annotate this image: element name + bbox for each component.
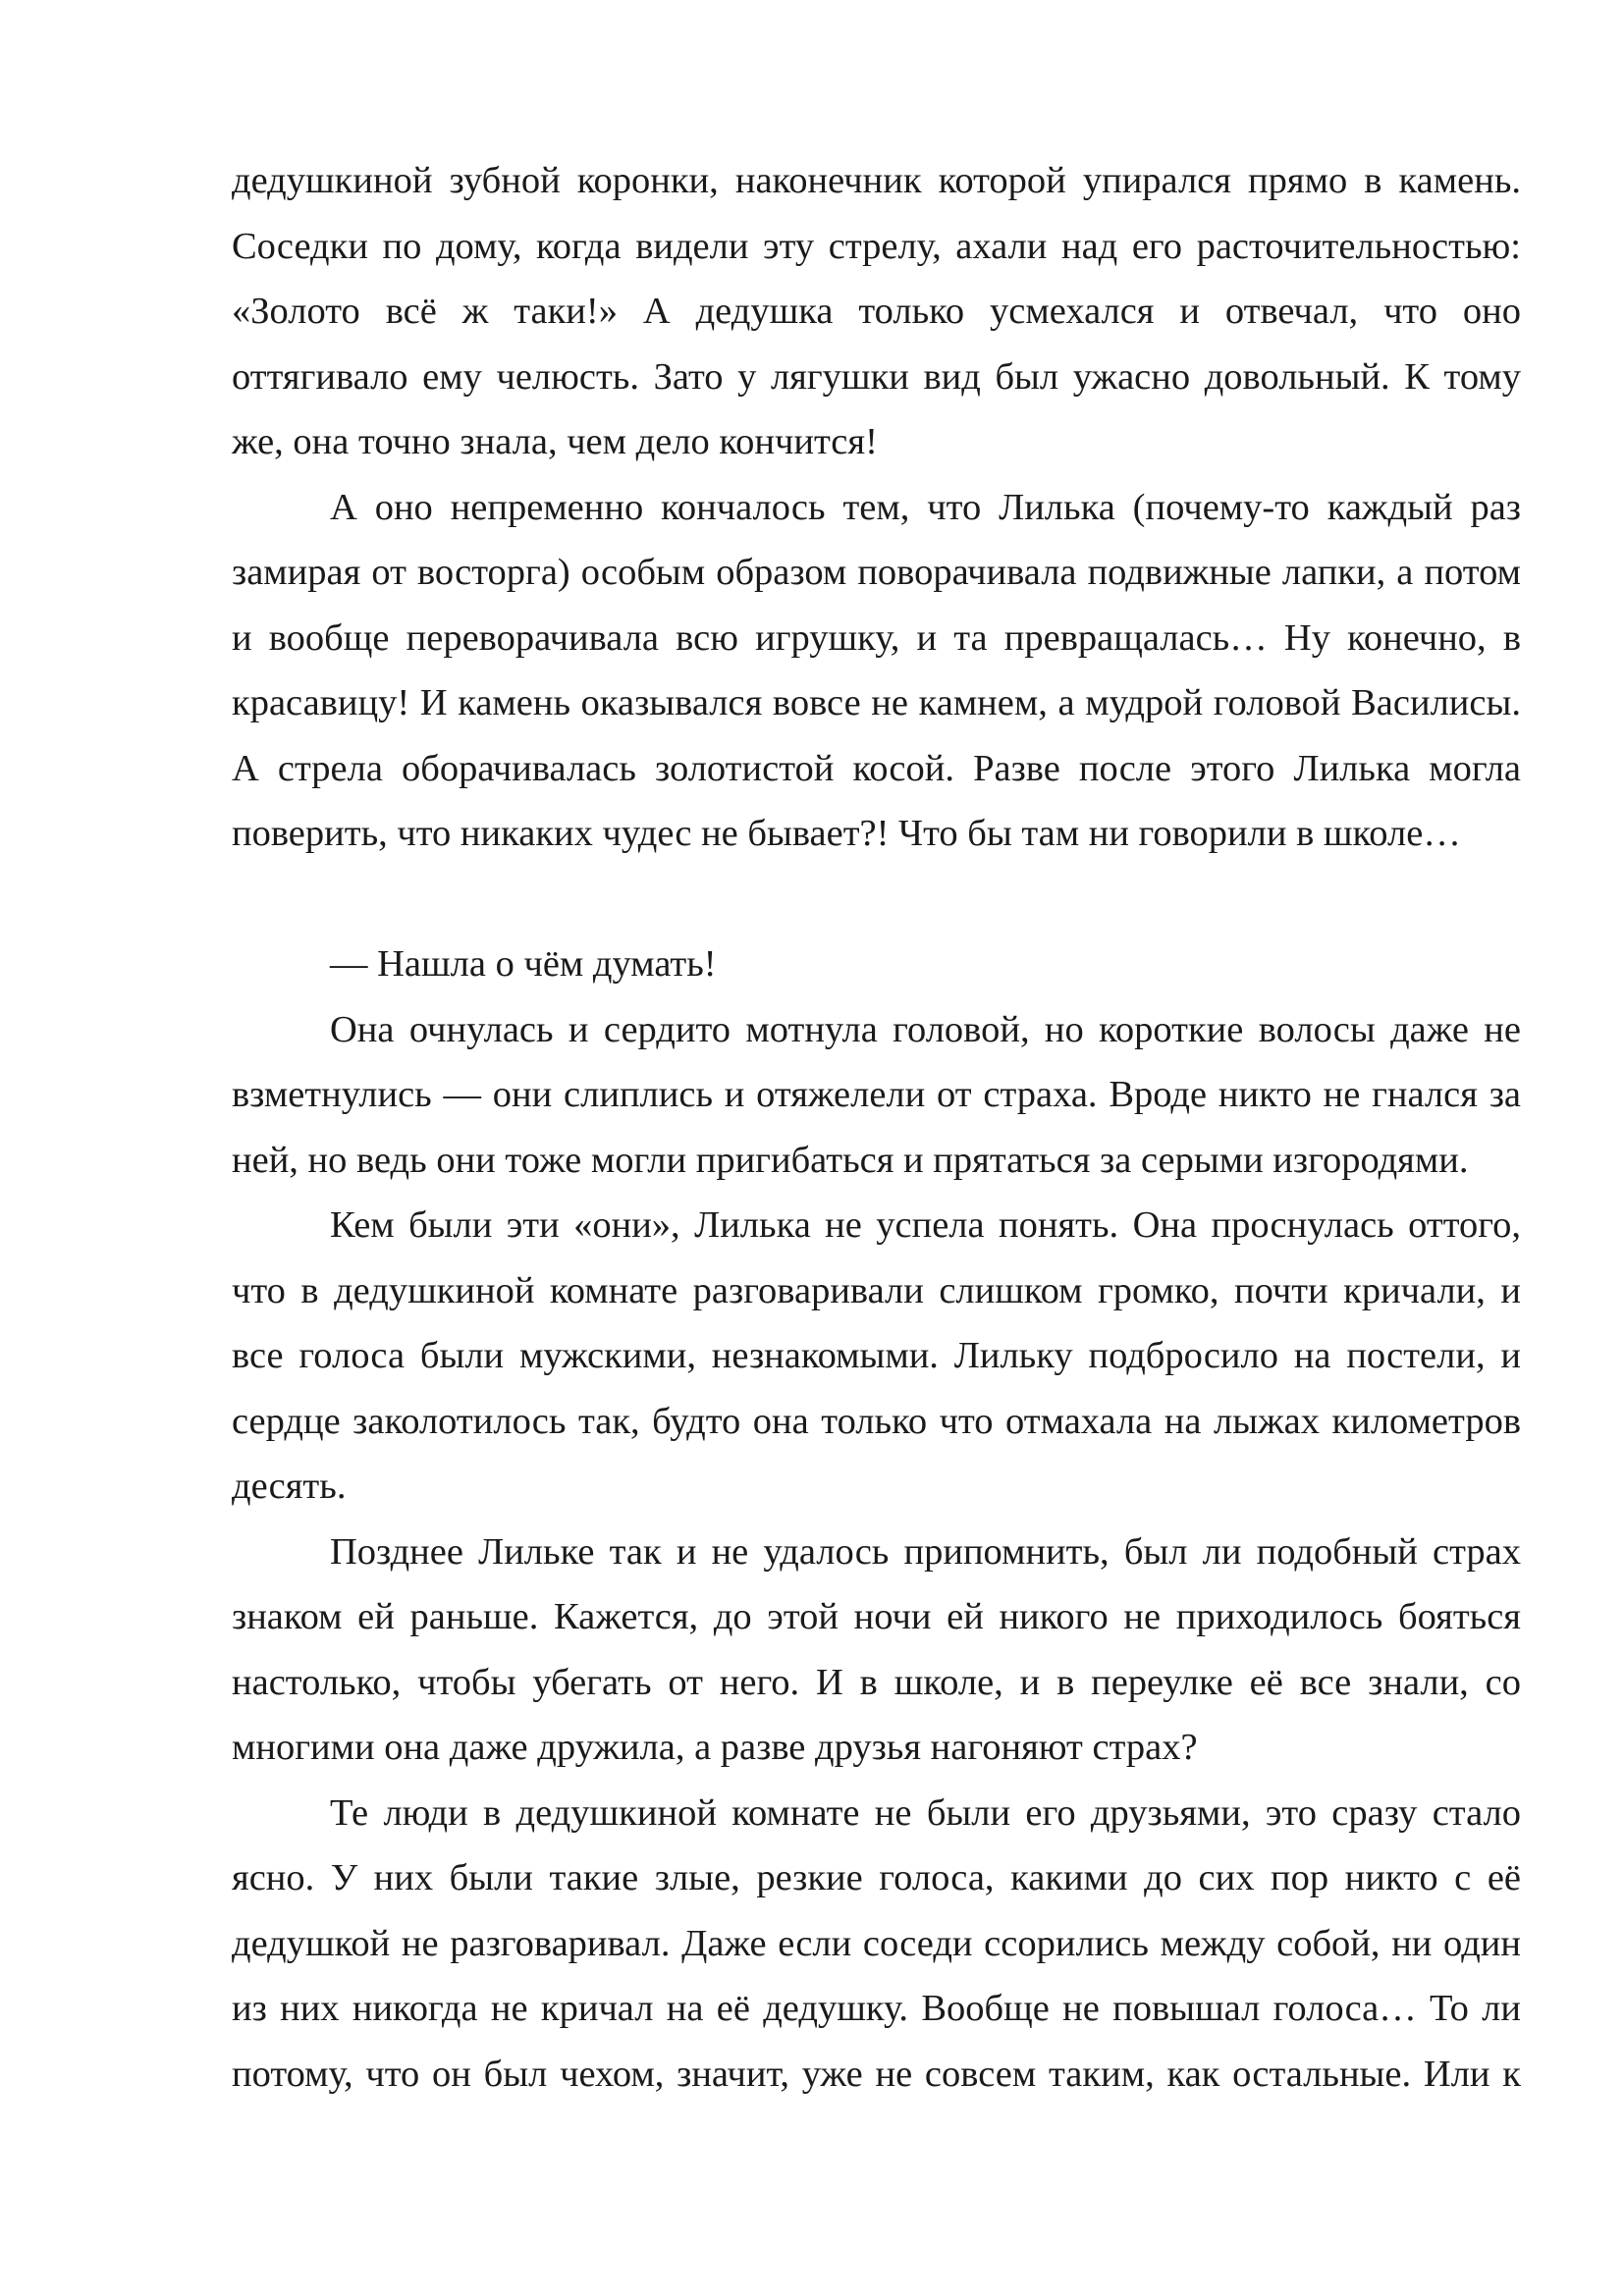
paragraph-7: Те люди в дедушкиной комнате не были его друзьями, это сразу стало ясно. У них были такие злые, резкие голоса, какими до сих пор никто с её дедушкой не разговаривал. Даже если соседи ссорились между собой, ни один из них никогда не кричал на её дедушку. Вообще не повышал голоса… То ли потому, что он был чехом, значит, уже не совсем таким, как остальные. Или к (232, 1791, 1521, 2095)
paragraph-3: — Нашла о чём думать! (330, 943, 717, 985)
section-break (232, 867, 1521, 933)
paragraph-1: дедушкиной зубной коронки, наконечник которой упирался прямо в камень. Соседки по дому, когда видели эту стрелу, ахали над его расточительностью: «Золото всё ж таки!» А дедушка только усмехался и отвечал, что оно оттягивало ему челюсть. Зато у лягушки вид был ужасно довольный. К тому же, она точно знала, чем дело кончится! (232, 160, 1521, 462)
paragraph-6: Позднее Лильке так и не удалось припомнить, был ли подобный страх знаком ей раньше. Кажется, до этой ночи ей никого не приходилось бояться настолько, чтобы убегать от него. И в школе, и в переулке её все знали, со многими она даже дружила, а разве друзья нагоняют страх? (232, 1530, 1521, 1768)
body-text (232, 148, 1521, 2107)
paragraph-2: А оно непременно кончалось тем, что Лилька (почему-то каждый раз замирая от восторга) особым образом поворачивала подвижные лапки, а потом и вообще переворачивала всю игрушку, и та превращалась… Ну конечно, в красавицу! И камень оказывался вовсе не камнем, а мудрой головой Василисы. А стрела оборачивалась золотистой косой. Разве после этого Лилька могла поверить, что никаких чудес не бывает?! Что бы там ни говорили в школе… (232, 486, 1521, 854)
paragraph-5: Кем были эти «они», Лилька не успела понять. Она проснулась оттого, что в дедушкиной комнате разговаривали слишком громко, почти кричали, и все голоса были мужскими, незнакомыми. Лильку подбросило на постели, и сердце заколотилось так, будто она только что отмахала на лыжах километров десять. (232, 1204, 1521, 1507)
paragraph-4: Она очнулась и сердито мотнула головой, но короткие волосы даже не взметнулись — они слиплись и отяжелели от страха. Вроде никто не гнался за ней, но ведь они тоже могли пригибаться и прятаться за серыми изгородями. (232, 1008, 1521, 1181)
